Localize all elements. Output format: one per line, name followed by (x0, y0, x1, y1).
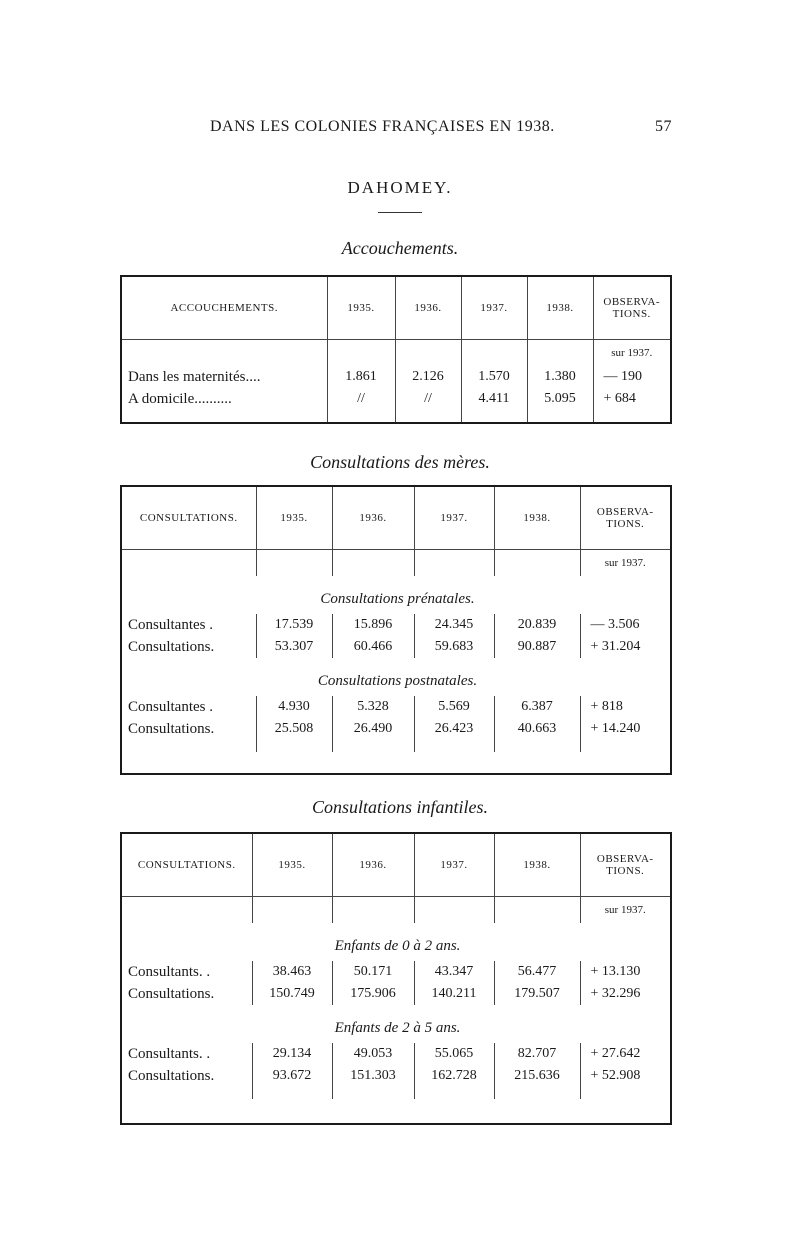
cell-observation: + 31.204 (580, 636, 670, 658)
accouchements-table-box (120, 275, 672, 424)
row-label: Consultantes . (128, 616, 213, 633)
cell-1937: 43.347 (414, 961, 494, 983)
column-header: 1938. (494, 487, 580, 550)
cell-1937: 24.345 (414, 614, 494, 636)
cell-observation: + 52.908 (580, 1065, 670, 1087)
column-header: 1936. (395, 277, 461, 340)
note-row (122, 340, 670, 367)
cell-1936: 5.328 (332, 696, 414, 718)
cell-1936: 26.490 (332, 718, 414, 740)
table-row (122, 388, 670, 410)
accouchements-title: Accouchements. (341, 238, 459, 258)
cell-1935: // (327, 388, 395, 410)
cell-1937: 5.569 (414, 696, 494, 718)
cell-1937: 4.411 (461, 388, 527, 410)
accouchements-table (122, 277, 670, 422)
table-row (122, 718, 670, 740)
cell-1937: 140.211 (414, 983, 494, 1005)
row-label: Consultants. . (128, 963, 211, 980)
note-row (122, 897, 670, 924)
column-header: 1935. (256, 487, 332, 550)
cell-1938: 179.507 (494, 983, 580, 1005)
cell-1937: 26.423 (414, 718, 494, 740)
cell-1938: 40.663 (494, 718, 580, 740)
cell-observation: — 3.506 (580, 614, 670, 636)
table-row (122, 696, 670, 718)
title-rule (378, 212, 422, 213)
cell-1936: 50.171 (332, 961, 414, 983)
row-label: Dans les maternités.... (128, 368, 261, 385)
cell-observation: + 818 (580, 696, 670, 718)
cell-1936: 2.126 (395, 366, 461, 388)
cell-1937: 55.065 (414, 1043, 494, 1065)
table-row (122, 636, 670, 658)
infantiles-table (122, 834, 670, 1099)
cell-1936: // (395, 388, 461, 410)
cell-1938: 215.636 (494, 1065, 580, 1087)
group-subtitle: Enfants de 2 à 5 ans. (334, 1019, 461, 1036)
header-row (122, 277, 670, 340)
cell-1938: 6.387 (494, 696, 580, 718)
country-title: DAHOMEY. (347, 178, 453, 197)
column-header: 1937. (414, 487, 494, 550)
column-header: ACCOUCHEMENTS. (122, 277, 327, 340)
subheading-row (122, 658, 670, 696)
row-label: Consultations. (128, 720, 215, 737)
column-header: CONSULTATIONS. (122, 487, 256, 550)
meres-title: Consultations des mères. (310, 452, 490, 472)
infantiles-table-box (120, 832, 672, 1125)
column-header: 1938. (494, 834, 580, 897)
cell-1935: 4.930 (256, 696, 332, 718)
cell-1935: 150.749 (252, 983, 332, 1005)
table-row (122, 983, 670, 1005)
group-subtitle: Consultations postnatales. (317, 672, 478, 689)
subheading-row (122, 923, 670, 961)
row-label: Consultants. . (128, 1045, 211, 1062)
cell-1936: 49.053 (332, 1043, 414, 1065)
cell-1935: 38.463 (252, 961, 332, 983)
cell-1935: 93.672 (252, 1065, 332, 1087)
row-label: Consultations. (128, 985, 215, 1002)
cell-1935: 53.307 (256, 636, 332, 658)
header-row (122, 487, 670, 550)
group-subtitle: Enfants de 0 à 2 ans. (334, 937, 461, 954)
cell-1938: 82.707 (494, 1043, 580, 1065)
table-row (122, 614, 670, 636)
cell-1935: 29.134 (252, 1043, 332, 1065)
table-row (122, 961, 670, 983)
table-row (122, 1065, 670, 1087)
column-header: OBSERVA-TIONS. (580, 487, 670, 550)
column-header: 1937. (461, 277, 527, 340)
cell-1938: 1.380 (527, 366, 593, 388)
column-header: OBSERVA-TIONS. (580, 834, 670, 897)
cell-1938: 90.887 (494, 636, 580, 658)
cell-1937: 1.570 (461, 366, 527, 388)
page-number: 57 (655, 118, 672, 135)
cell-1936: 60.466 (332, 636, 414, 658)
row-label: Consultations. (128, 1067, 215, 1084)
cell-1935: 25.508 (256, 718, 332, 740)
note-row (122, 550, 670, 577)
table-row (122, 366, 670, 388)
infantiles-title: Consultations infantiles. (311, 797, 489, 817)
cell-1937: 162.728 (414, 1065, 494, 1087)
column-header: OBSERVA-TIONS. (593, 277, 670, 340)
group-subtitle: Consultations prénatales. (320, 590, 475, 607)
row-label: Consultations. (128, 638, 215, 655)
row-label: A domicile.......... (128, 390, 232, 407)
cell-1937: 59.683 (414, 636, 494, 658)
subheading-row (122, 1005, 670, 1043)
header-row (122, 834, 670, 897)
observation-note: sur 1937. (580, 897, 670, 924)
column-header: 1937. (414, 834, 494, 897)
cell-1935: 1.861 (327, 366, 395, 388)
cell-observation: — 190 (593, 366, 670, 388)
cell-observation: + 14.240 (580, 718, 670, 740)
meres-table-box (120, 485, 672, 775)
cell-1938: 20.839 (494, 614, 580, 636)
cell-1936: 151.303 (332, 1065, 414, 1087)
subheading-row (122, 576, 670, 614)
table-row (122, 1043, 670, 1065)
observation-note: sur 1937. (593, 340, 670, 367)
observation-note: sur 1937. (580, 550, 670, 577)
cell-observation: + 27.642 (580, 1043, 670, 1065)
cell-1936: 15.896 (332, 614, 414, 636)
column-header: 1936. (332, 834, 414, 897)
cell-observation: + 32.296 (580, 983, 670, 1005)
column-header: 1935. (252, 834, 332, 897)
cell-observation: + 13.130 (580, 961, 670, 983)
cell-1938: 56.477 (494, 961, 580, 983)
cell-1935: 17.539 (256, 614, 332, 636)
row-label: Consultantes . (128, 698, 213, 715)
cell-1936: 175.906 (332, 983, 414, 1005)
cell-1938: 5.095 (527, 388, 593, 410)
column-header: CONSULTATIONS. (122, 834, 252, 897)
running-head-title: DANS LES COLONIES FRANÇAISES EN 1938. (210, 118, 555, 135)
meres-table (122, 487, 670, 752)
column-header: 1936. (332, 487, 414, 550)
column-header: 1938. (527, 277, 593, 340)
cell-observation: + 684 (593, 388, 670, 410)
column-header: 1935. (327, 277, 395, 340)
